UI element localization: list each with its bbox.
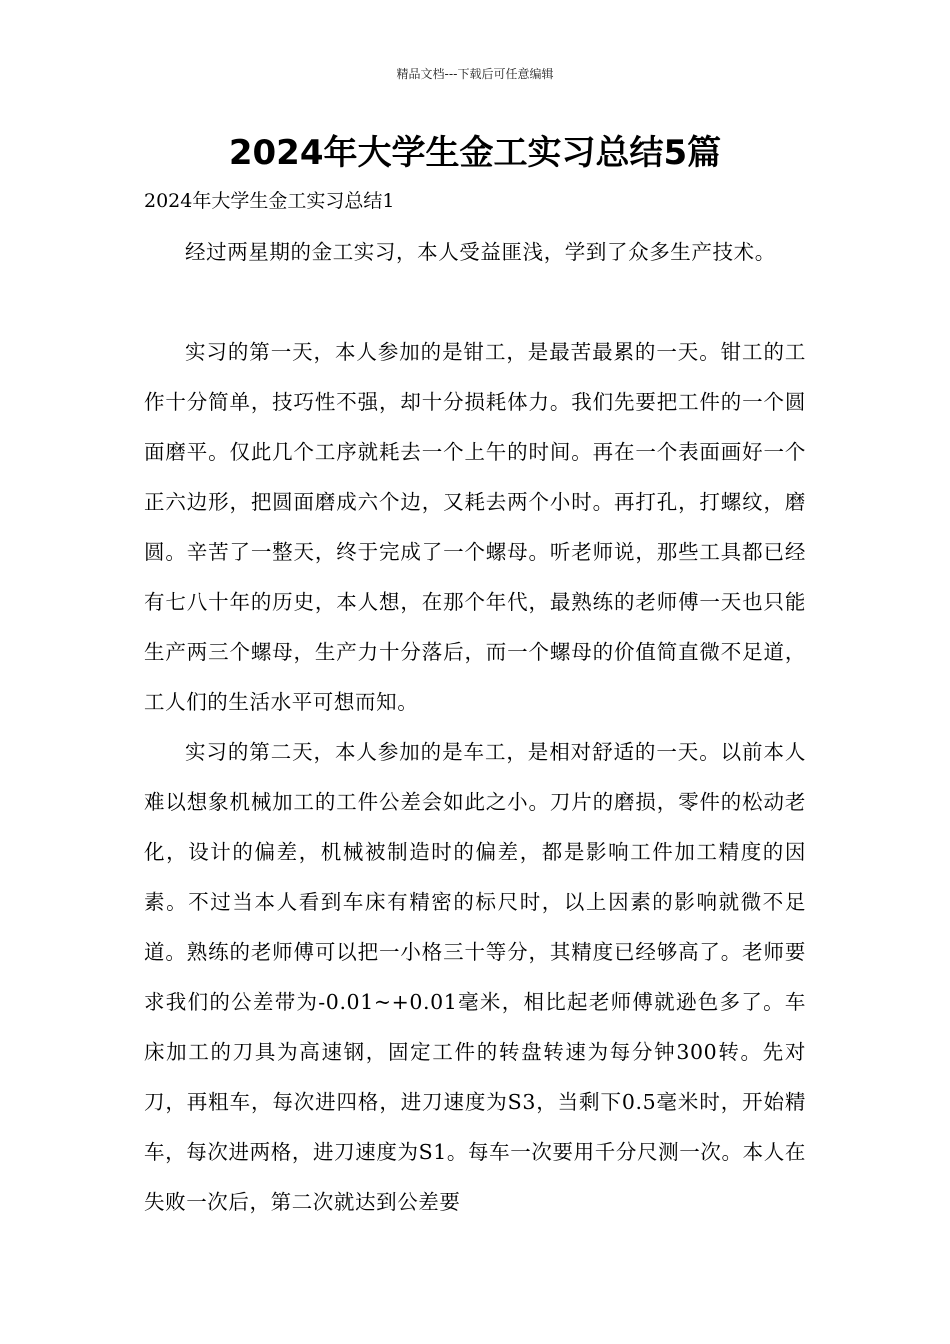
section-subtitle: 2024年大学生金工实习总结1 xyxy=(144,190,395,212)
document-title: 2024年大学生金工实习总结5篇 xyxy=(228,133,722,173)
page-header: 精品文档---下载后可任意编辑 xyxy=(396,67,554,81)
intro-block xyxy=(144,227,806,277)
body-text xyxy=(144,327,806,1227)
intro-paragraph: 经过两星期的金工实习，本人受益匪浅，学到了众多生产技术。 xyxy=(185,240,776,264)
paragraph-day-one: 实习的第一天，本人参加的是钳工，是最苦最累的一天。钳工的工作十分简单，技巧性不强，却十分损耗体力。我们先要把工件的一个圆面磨平。仅此几个工序就耗去一个上午的时间。再在一个表面画好一个正六边形，把圆面磨成六个边，又耗去两个小时。再打孔，打螺纹，磨圆。辛苦了一整天，终于完成了一个螺母。听老师说，那些工具都已经有七八十年的历史，本人想，在那个年代，最熟练的老师傅一天也只能生产两三个螺母，生产力十分落后，而一个螺母的价值简直微不足道，工人们的生活水平可想而知。 xyxy=(144,340,806,714)
paragraph-day-two: 实习的第二天，本人参加的是车工，是相对舒适的一天。以前本人难以想象机械加工的工件公差会如此之小。刀片的磨损，零件的松动老化，设计的偏差，机械被制造时的偏差，都是影响工件加工精度的因素。不过当本人看到车床有精密的标尺时，以上因素的影响就微不足道。熟练的老师傅可以把一小格三十等分，其精度已经够高了。老师要求我们的公差带为-0.01~+0.01毫米，相比起老师傅就逊色多了。车床加工的刀具为高速钢，固定工件的转盘转速为每分钟300转。先对刀，再粗车，每次进四格，进刀速度为S3，当剩下0.5毫米时，开始精车，每次进两格，进刀速度为S1。每车一次要用千分尺测一次。本人在失败一次后，第二次就达到公差要 xyxy=(144,740,806,1214)
